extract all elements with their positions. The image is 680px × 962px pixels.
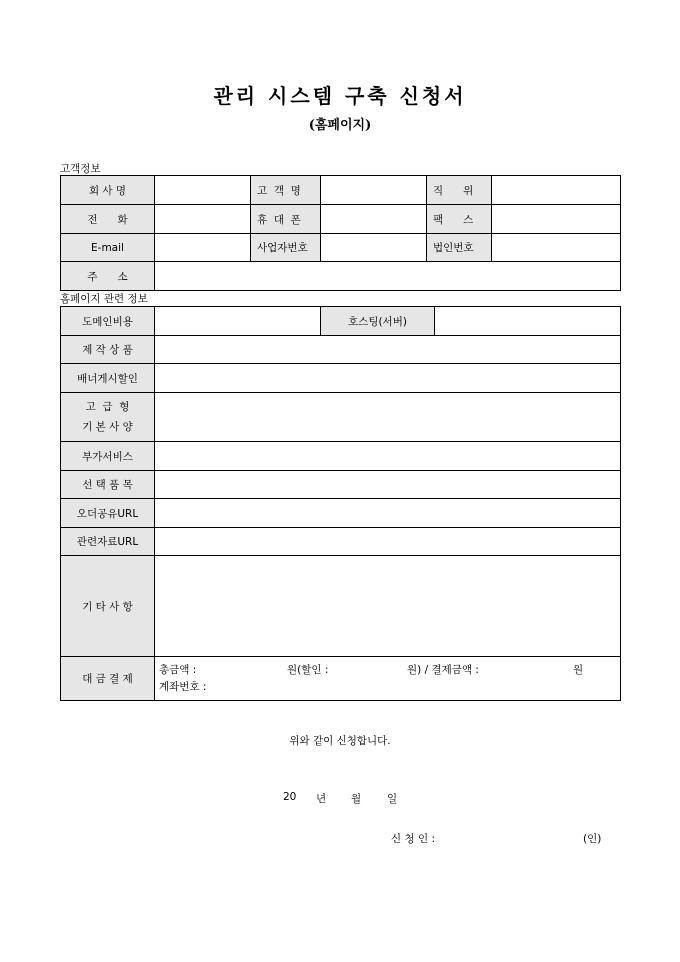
domain-fee-field[interactable] <box>155 307 321 336</box>
order-url-field[interactable] <box>155 499 621 528</box>
etc-label: 기 타 사 항 <box>61 556 155 657</box>
hosting-field[interactable] <box>435 307 621 336</box>
document-title: 관리 시스템 구축 신청서 <box>213 84 467 108</box>
statement-text: 위와 같이 신청합니다. <box>289 735 391 747</box>
position-field[interactable] <box>492 176 621 205</box>
account-label: 계좌번호 : <box>159 681 207 693</box>
biz-no-label: 사업자번호 <box>251 234 321 262</box>
date-month-label: 월 <box>351 793 362 805</box>
mobile-label: 휴 대 폰 <box>251 205 321 234</box>
discount-label: 원(할인 : <box>287 664 329 676</box>
date-year-label: 년 <box>316 793 327 805</box>
data-url-field[interactable] <box>155 528 621 556</box>
banner-label: 배너게시할인 <box>61 364 155 393</box>
address-label: 주 소 <box>61 262 155 291</box>
premium-label-line2: 기 본 사 양 <box>82 421 133 433</box>
payment-field[interactable] <box>155 657 621 701</box>
document-subtitle: (홈페이지) <box>308 118 372 133</box>
pay-amount-label: 원) / 결제금액 : <box>407 664 479 676</box>
position-label: 직 위 <box>427 176 492 205</box>
mobile-field[interactable] <box>321 205 427 234</box>
company-label: 회 사 명 <box>61 176 155 205</box>
phone-label: 전 화 <box>61 205 155 234</box>
applicant-label: 신 청 인 : <box>391 833 435 845</box>
domain-fee-label: 도메인비용 <box>61 307 155 336</box>
product-label: 제 작 상 품 <box>61 336 155 364</box>
customer-section-label: 고객정보 <box>60 163 101 175</box>
fax-field[interactable] <box>492 205 621 234</box>
email-label: E-mail <box>61 234 155 262</box>
company-field[interactable] <box>155 176 251 205</box>
hosting-label: 호스팅(서버) <box>321 307 435 336</box>
product-field[interactable] <box>155 336 621 364</box>
payment-label: 대 금 결 제 <box>61 657 155 701</box>
homepage-info-table <box>60 306 621 701</box>
corp-no-label: 법인번호 <box>427 234 492 262</box>
biz-no-field[interactable] <box>321 234 427 262</box>
won-unit: 원 <box>573 664 584 676</box>
address-field[interactable] <box>155 262 621 291</box>
etc-field[interactable] <box>155 556 621 657</box>
date-year: 20 <box>283 791 297 803</box>
premium-label <box>61 393 155 442</box>
email-field[interactable] <box>155 234 251 262</box>
corp-no-field[interactable] <box>492 234 621 262</box>
addon-label: 부가서비스 <box>61 442 155 471</box>
selected-label: 선 택 품 목 <box>61 471 155 499</box>
banner-field[interactable] <box>155 364 621 393</box>
date-day-label: 일 <box>387 793 398 805</box>
homepage-section-label: 홈페이지 관련 정보 <box>60 293 148 305</box>
client-field[interactable] <box>321 176 427 205</box>
total-amount-label: 총금액 : <box>159 664 197 676</box>
addon-field[interactable] <box>155 442 621 471</box>
customer-info-table <box>60 175 621 291</box>
client-label: 고 객 명 <box>251 176 321 205</box>
data-url-label: 관련자료URL <box>61 528 155 556</box>
selected-field[interactable] <box>155 471 621 499</box>
premium-field[interactable] <box>155 393 621 442</box>
seal-label: (인) <box>583 833 602 845</box>
fax-label: 팩 스 <box>427 205 492 234</box>
order-url-label: 오더공유URL <box>61 499 155 528</box>
premium-label-line1: 고 급 형 <box>85 401 130 413</box>
phone-field[interactable] <box>155 205 251 234</box>
